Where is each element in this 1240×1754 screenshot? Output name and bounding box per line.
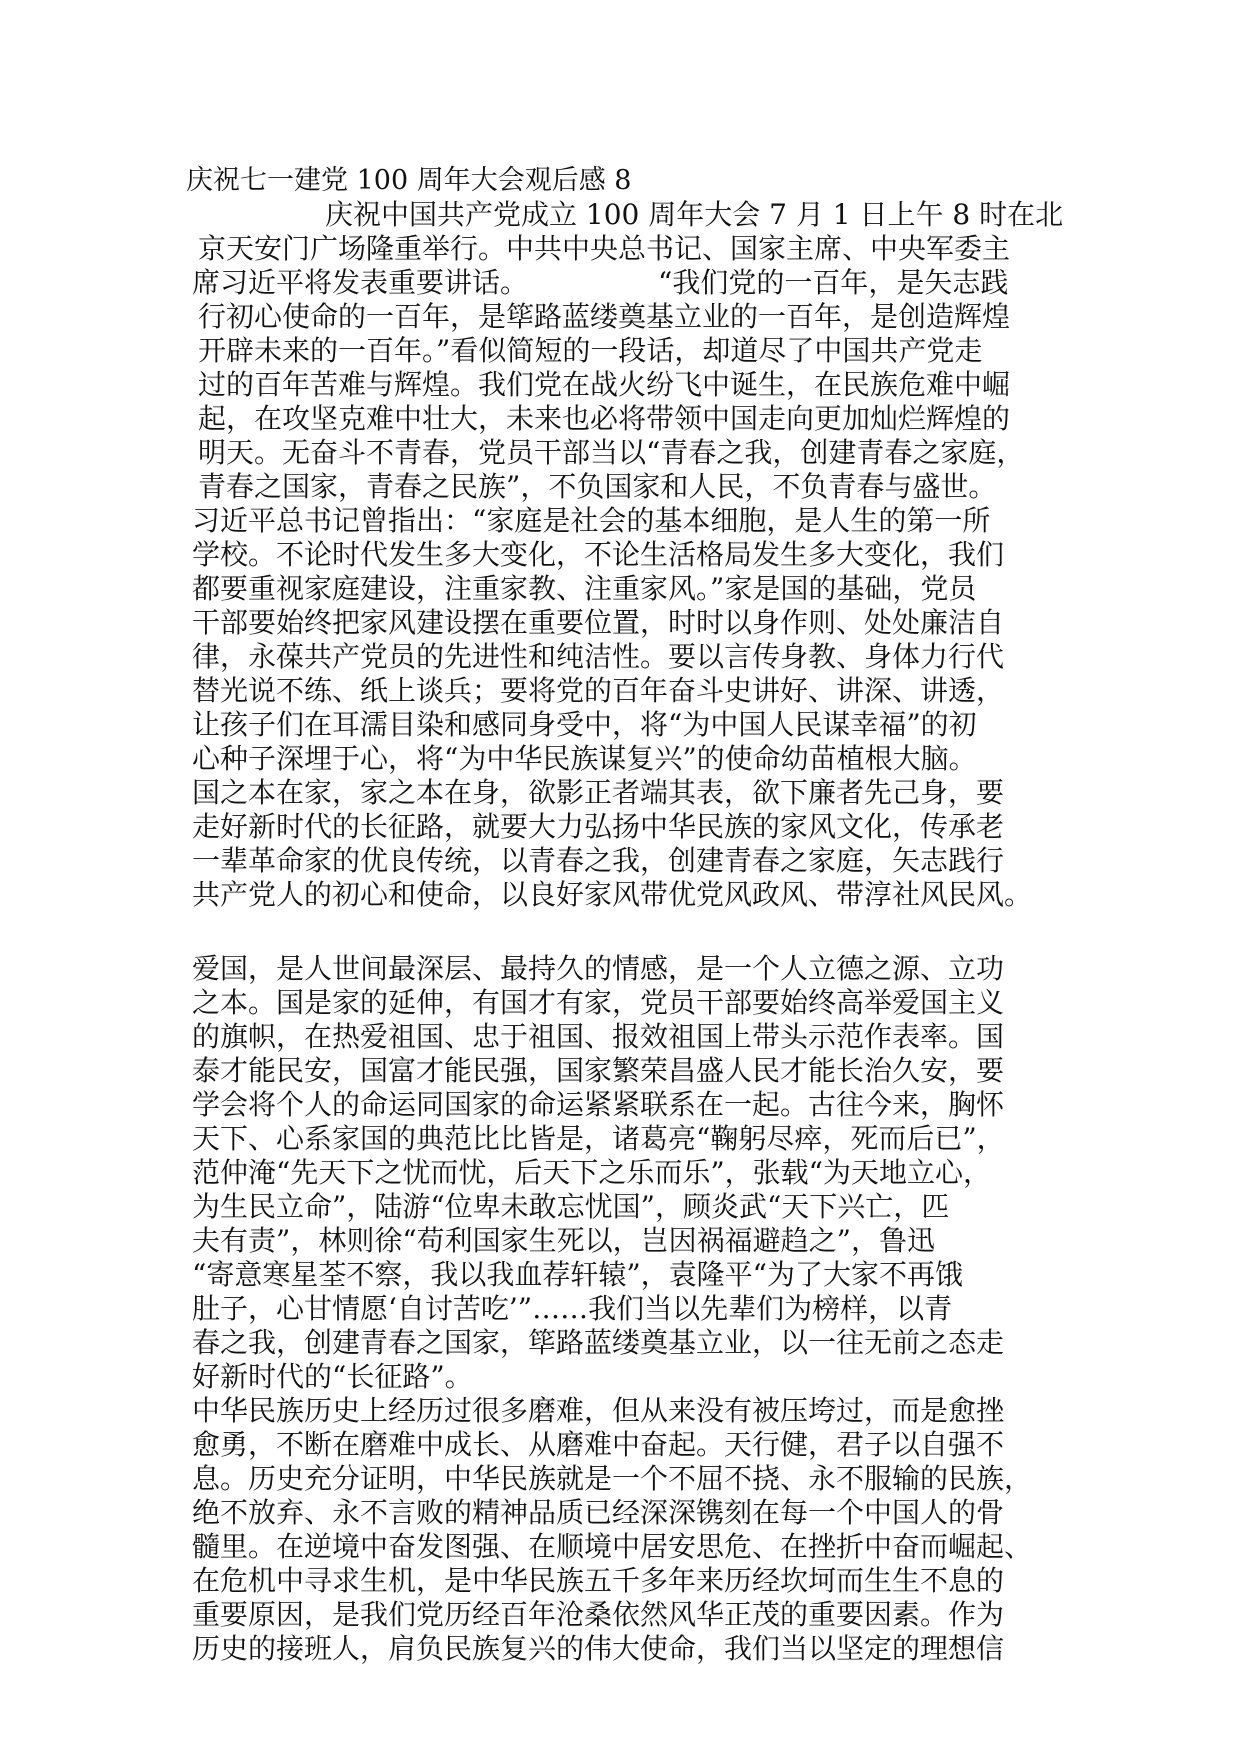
- text-line: 京天安门广场隆重举行。中共中央总书记、国家主席、中央军委主: [198, 232, 1011, 265]
- text-line: 学会将个人的命运同国家的命运紧紧联系在一起。古往今来，胸怀: [192, 1088, 1005, 1121]
- text-line: 过的百年苦难与辉煌。我们党在战火纷飞中诞生，在民族危难中崛: [198, 368, 1011, 401]
- text-line: 学校。不论时代发生多大变化，不论生活格局发生多大变化，我们: [192, 538, 1005, 571]
- text-line: 髓里。在逆境中奋发图强、在顺境中居安思危、在挫折中奋而崛起、: [192, 1530, 1033, 1563]
- text-line: 重要原因，是我们党历经百年沧桑依然风华正茂的重要因素。作为: [192, 1598, 1005, 1631]
- text-line: 夫有责”，林则徐“苟利国家生死以，岂因祸福避趋之”，鲁迅: [192, 1224, 935, 1257]
- text-line: 为生民立命”，陆游“位卑未敢忘忧国”，顾炎武“天下兴亡，匹: [192, 1190, 950, 1223]
- text-line: 都要重视家庭建设，注重家教、注重家风。”家是国的基础，党员: [192, 572, 977, 605]
- text-line: 在危机中寻求生机，是中华民族五千多年来历经坎坷而生生不息的: [192, 1564, 1005, 1597]
- text-line: “寄意寒星荃不察，我以我血荐轩辕”，袁隆平“为了大家不再饿: [192, 1258, 963, 1291]
- text-line: 走好新时代的长征路，就要大力弘扬中华民族的家风文化，传承老: [192, 810, 1005, 843]
- text-line: 范仲淹“先天下之忧而忧，后天下之乐而乐”，张载“为天地立心，: [192, 1156, 991, 1189]
- text-line: 之本。国是家的延伸，有国才有家，党员干部要始终高举爱国主义: [192, 986, 1005, 1019]
- text-line: 开辟未来的一百年。”看似简短的一段话，却道尽了中国共产党走: [198, 334, 983, 367]
- text-line: 春之我，创建青春之国家，筚路蓝缕奠基立业，以一往无前之态走: [192, 1326, 1005, 1359]
- text-line: 历史的接班人，肩负民族复兴的伟大使命，我们当以坚定的理想信: [192, 1632, 1005, 1665]
- document-title: 庆祝七一建党 100 周年大会观后感 8: [186, 165, 632, 196]
- text-line: 肚子，心甘情愿‘自讨苦吃’”……我们当以先辈们为榜样，以青: [192, 1292, 953, 1325]
- text-line: 国之本在家，家之本在身，欲影正者端其表，欲下廉者先己身，要: [192, 776, 1005, 809]
- text-line: 青春之国家，青春之民族”，不负国家和人民，不负青春与盛世。: [198, 470, 997, 503]
- text-line: 让孩子们在耳濡目染和感同身受中，将“为中国人民谋幸福”的初: [192, 708, 977, 741]
- text-line: 愈勇，不断在磨难中成长、从磨难中奋起。天行健，君子以自强不: [192, 1428, 1005, 1461]
- text-line: 一辈革命家的优良传统，以青春之我，创建青春之家庭，矢志践行: [192, 844, 1005, 877]
- text-line: 习近平总书记曾指出：“家庭是社会的基本细胞，是人生的第一所: [192, 504, 991, 537]
- text-line: 律，永葆共产党员的先进性和纯洁性。要以言传身教、身体力行代: [192, 640, 1005, 673]
- text-line: 好新时代的“长征路”。: [192, 1360, 473, 1393]
- text-line: 明天。无奋斗不青春，党员干部当以“青春之我，创建青春之家庭，: [198, 436, 1025, 469]
- text-line: 行初心使命的一百年，是筚路蓝缕奠基立业的一百年，是创造辉煌: [198, 300, 1011, 333]
- text-line: 替光说不练、纸上谈兵；要将党的百年奋斗史讲好、讲深、讲透，: [192, 674, 1005, 707]
- text-line: 息。历史充分证明，中华民族就是一个不屈不挠、永不服输的民族，: [192, 1462, 1033, 1495]
- text-line: 爱国，是人世间最深层、最持久的情感，是一个人立德之源、立功: [192, 952, 1005, 985]
- text-line: 庆祝中国共产党成立 100 周年大会 7 月 1 日上午 8 时在北: [325, 198, 1064, 231]
- text-line: 起，在攻坚克难中壮大，未来也必将带领中国走向更加灿烂辉煌的: [198, 402, 1011, 435]
- text-line: 中华民族历史上经历过很多磨难，但从来没有被压垮过，而是愈挫: [192, 1394, 1005, 1427]
- text-line: 席习近平将发表重要讲话。: [192, 266, 529, 299]
- text-line: 共产党人的初心和使命，以良好家风带优党风政风、带淳社风民风。: [192, 878, 1033, 911]
- text-line: 天下、心系家国的典范比比皆是，诸葛亮“鞠躬尽瘁，死而后已”，: [192, 1122, 1005, 1155]
- text-line: 干部要始终把家风建设摆在重要位置，时时以身作则、处处廉洁自: [192, 606, 1005, 639]
- text-line: 的旗帜，在热爱祖国、忠于祖国、报效祖国上带头示范作表率。国: [192, 1020, 1005, 1053]
- text-line: 心种子深埋于心，将“为中华民族谋复兴”的使命幼苗植根大脑。: [192, 742, 977, 775]
- text-line: 泰才能民安，国富才能民强，国家繁荣昌盛人民才能长治久安，要: [192, 1054, 1005, 1087]
- text-line: “我们党的一百年，是矢志践: [658, 266, 1009, 299]
- text-line: 绝不放弃、永不言败的精神品质已经深深镌刻在每一个中国人的骨: [192, 1496, 1005, 1529]
